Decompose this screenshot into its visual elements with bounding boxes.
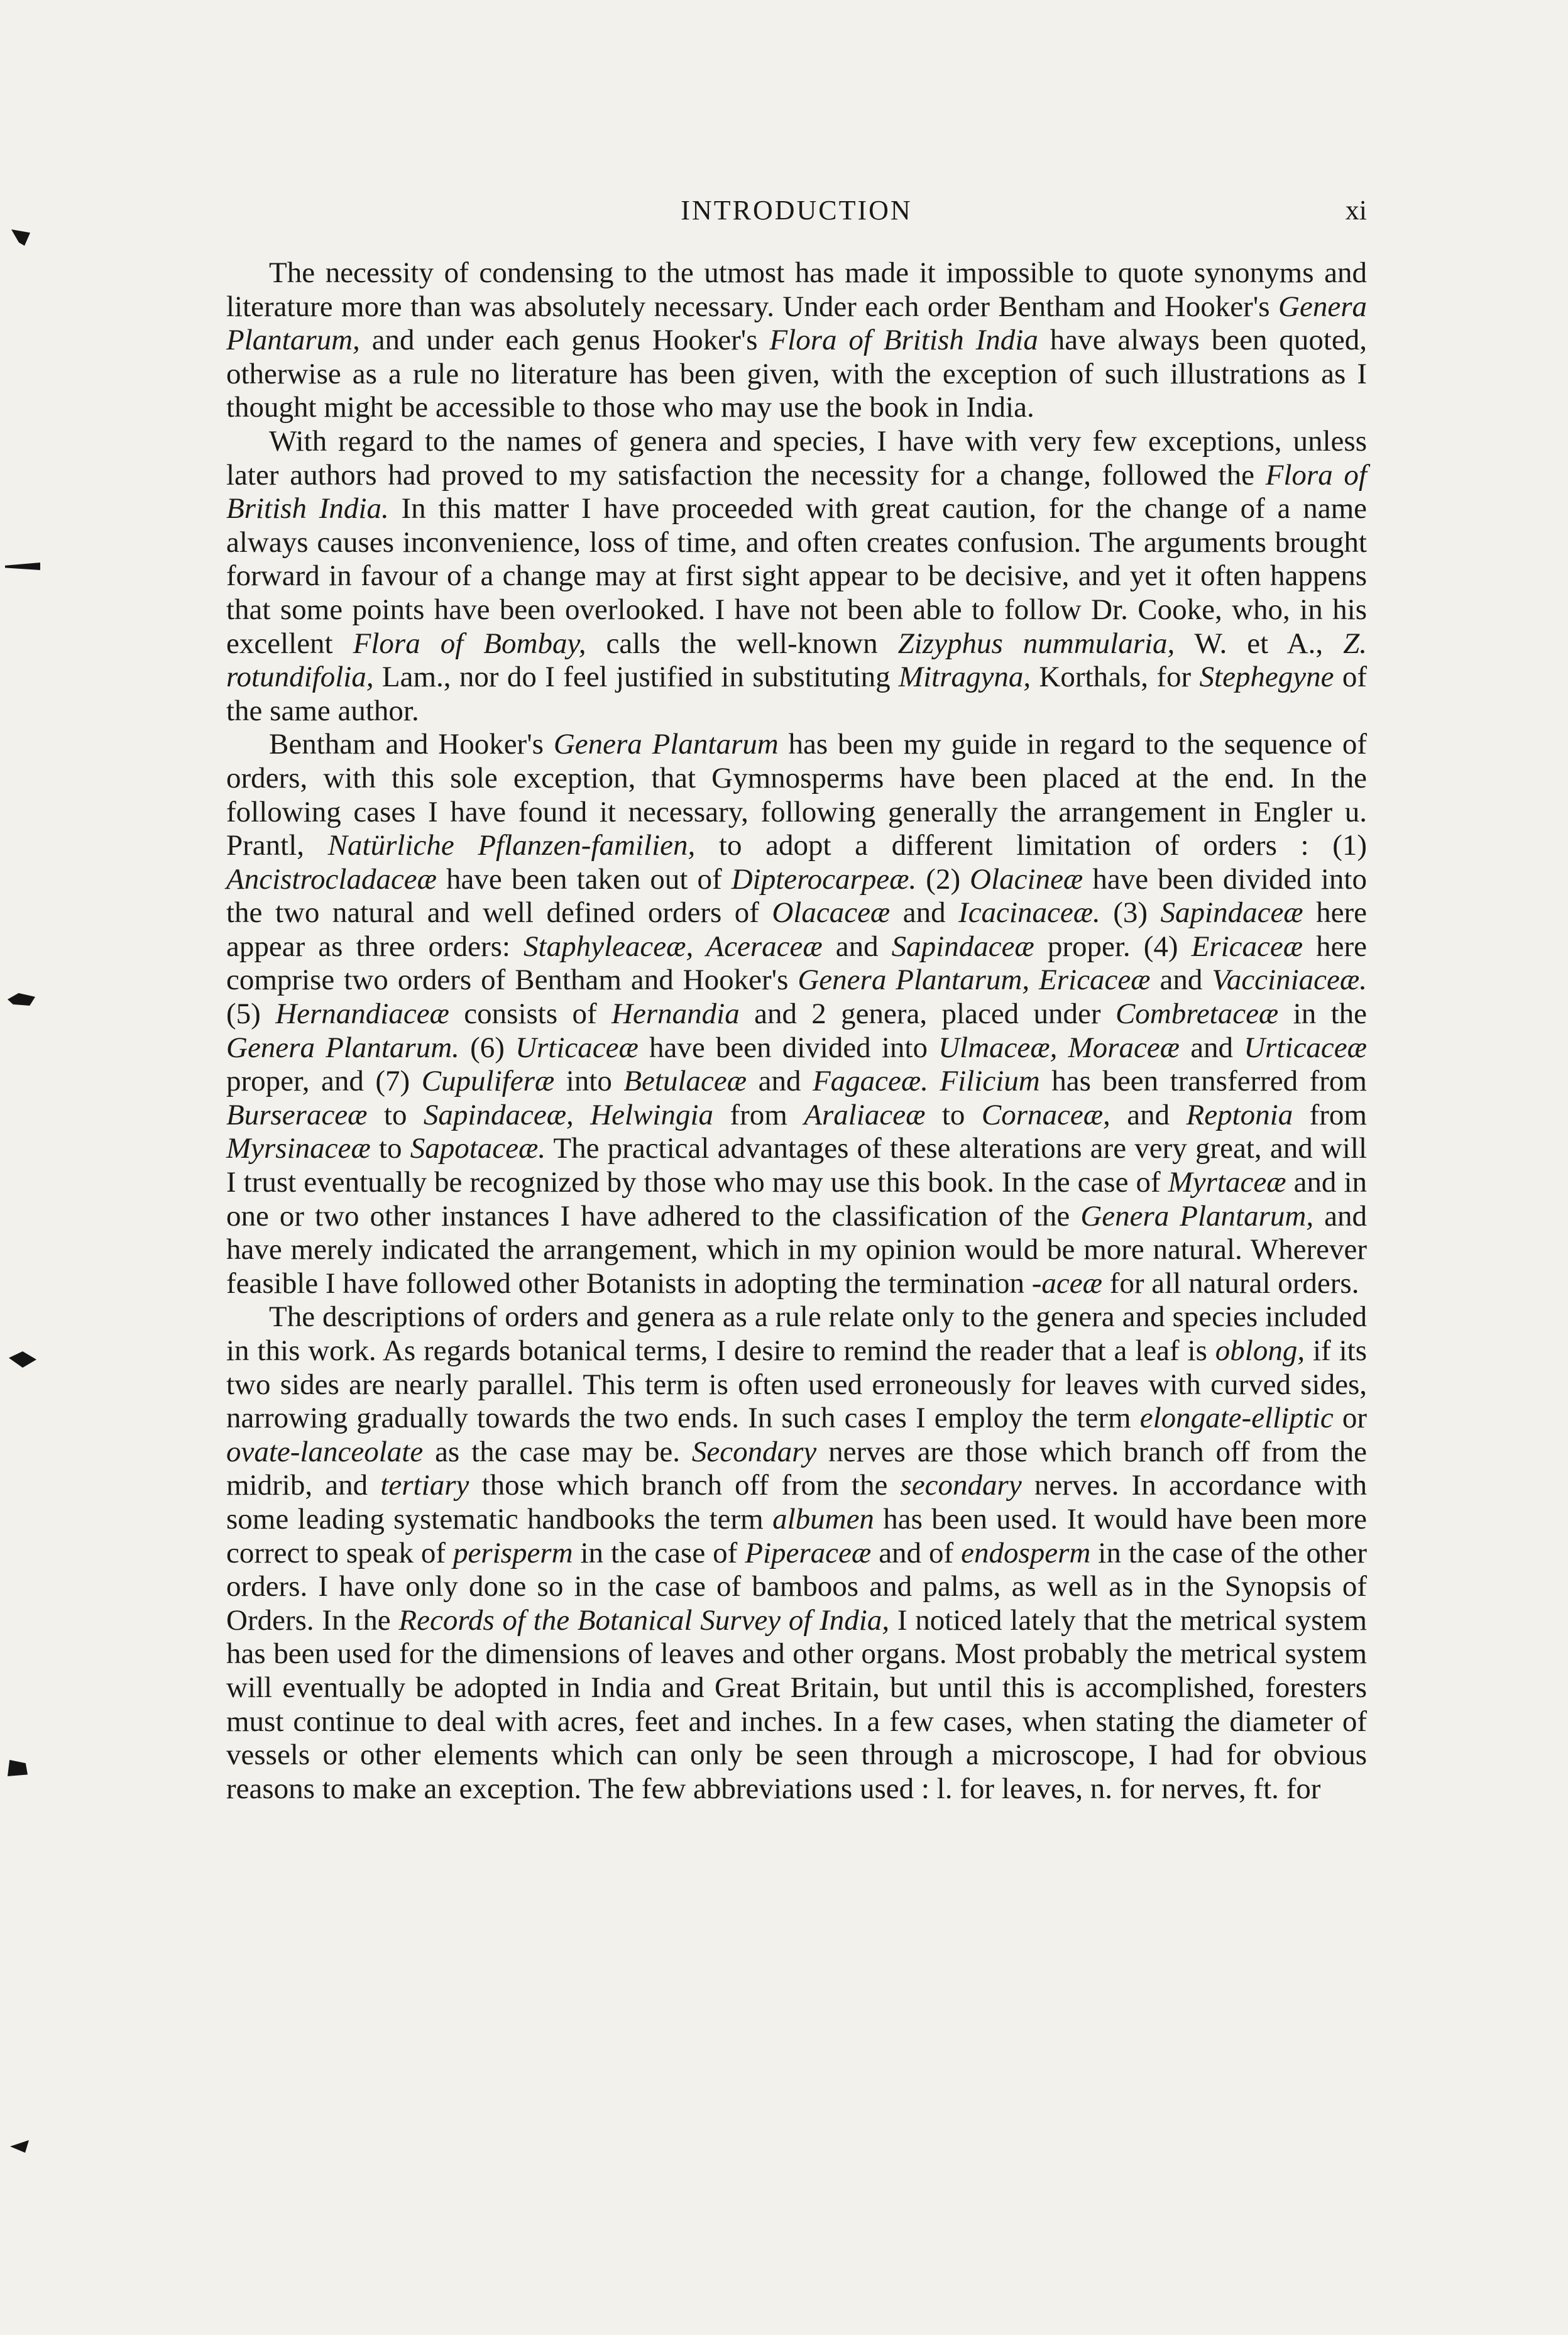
italic-text: Hernandiaceæ [275, 997, 449, 1031]
italic-text: Genera Plantarum, [1080, 1199, 1314, 1233]
italic-text: oblong, [1215, 1334, 1305, 1367]
italic-text: Secondary [691, 1435, 817, 1468]
italic-text: Ulmaceæ, Moraceæ [938, 1031, 1180, 1064]
italic-text: Genera Plantarum, Ericaceæ [798, 964, 1151, 997]
italic-text: Genera Plantarum. [226, 1031, 459, 1064]
italic-text: Reptonia [1186, 1098, 1293, 1131]
text-run: in the case of [573, 1536, 745, 1569]
paragraph [226, 425, 1367, 728]
paragraph [226, 256, 1367, 425]
text-run: for all natural orders. [1102, 1266, 1359, 1300]
text-run: to [370, 1132, 410, 1165]
italic-text: Ericaceæ [1191, 930, 1303, 963]
text-run: from [713, 1098, 804, 1131]
italic-text: Sapotaceæ. [410, 1132, 546, 1165]
text-run: calls the well-known [586, 627, 898, 660]
text-run: of the same author. [226, 661, 1368, 727]
body-text [226, 256, 1367, 1806]
text-run: from [1293, 1098, 1367, 1131]
margin-ink-mark [10, 2140, 29, 2153]
text-run: those which branch off from the [469, 1469, 901, 1502]
italic-text: elongate-elliptic [1139, 1402, 1334, 1435]
italic-text: Genera Plantarum [553, 728, 779, 761]
italic-text: -aceæ [1031, 1266, 1102, 1300]
italic-text: Zizyphus nummularia, [897, 627, 1175, 660]
italic-text: Olacaceæ [772, 896, 891, 930]
italic-text: Cupuliferæ [421, 1065, 555, 1098]
italic-text: Dipterocarpeæ. [731, 862, 917, 896]
text-run: (5) [226, 997, 276, 1031]
text-run: and [1110, 1098, 1187, 1131]
italic-text: Hernandia [611, 997, 740, 1031]
italic-text: Combretaceæ [1115, 997, 1279, 1031]
margin-ink-mark [9, 1351, 36, 1368]
text-run: and under each genus Hooker's [359, 324, 770, 357]
text-run: has been transferred from [1039, 1065, 1367, 1098]
italic-text: Flora of British India [769, 324, 1038, 357]
italic-text: Z. rotundifolia, [226, 627, 1367, 694]
italic-text: Records of the Botanical Survey of India, [398, 1603, 890, 1637]
italic-text: endosperm [961, 1536, 1091, 1569]
italic-text: Olacineæ [970, 862, 1083, 896]
text-run: (2) [916, 862, 970, 896]
text-run: nerves. In accordance with some leading systematic handbooks the term [226, 1469, 1367, 1536]
text-run: into [554, 1065, 624, 1098]
text-run: and [822, 930, 892, 963]
margin-ink-mark [5, 563, 40, 570]
italic-text: Ancistrocladaceæ [226, 862, 437, 896]
margin-ink-mark [8, 993, 35, 1006]
text-run: and [1150, 964, 1212, 997]
italic-text: Fagaceæ. Filicium [812, 1065, 1040, 1098]
paragraph [226, 728, 1367, 1300]
text-run: nerves are those which branch off from the midrib, and [226, 1435, 1367, 1502]
italic-text: Sapindaceæ [1160, 896, 1303, 930]
italic-text: Sapindaceæ, Helwingia [423, 1098, 714, 1131]
italic-text: Cornaceæ, [981, 1098, 1110, 1131]
text-run: I noticed lately that the metrical system has been used for the dimensions of leaves and other organs. Most probably the metrical system will eventually be adopted in India and Great Britain, but until this is accomplished, foresters must continue to deal with acres, feet and inches. In a few cases, when stating the diameter of vessels or other elements which can only be seen through a microscope, I had for obvious reasons to make an exception. The few abbreviations used : l. for leaves, n. for nerves, ft. for [226, 1603, 1367, 1805]
text-run: to adopt a different limitation of orders : (1) [695, 829, 1367, 862]
margin-ink-mark [8, 1760, 28, 1776]
text-run: In this matter I have proceeded with great caution, for the change of a name always causes inconvenience, loss of time, and often creates confusion. The arguments brought forward in favour of a change may at first sight appear to be decisive, and yet it often happens that some points have been overlooked. I have not been able to follow Dr. Cooke, who, in his excellent [226, 492, 1367, 660]
page-title: INTRODUCTION [681, 195, 913, 226]
text-run: (3) [1100, 896, 1161, 930]
text-run: Bentham and Hooker's [269, 728, 554, 761]
italic-text: Araliaceæ [804, 1098, 926, 1131]
text-run: has been used. It would have been more correct to speak of [226, 1502, 1367, 1569]
text-run: proper, and (7) [226, 1065, 422, 1098]
italic-text: albumen [772, 1502, 874, 1536]
italic-text: Burseraceæ [226, 1098, 368, 1131]
italic-text: Urticaceæ [1244, 1031, 1367, 1064]
text-run: The practical advantages of these alterations are very great, and will I trust eventually be recognized by those who may use this book. In the case of [226, 1132, 1367, 1199]
text-run: in the [1278, 997, 1368, 1031]
italic-text: Genera Plantarum, [226, 290, 1367, 357]
text-run: as the case may be. [423, 1435, 692, 1468]
text-run: to [925, 1098, 982, 1131]
text-run: if its two sides are nearly parallel. This term is often used erroneously for leaves with curved sides, narrowing gradually towards the two ends. In such cases I employ the term [226, 1334, 1368, 1435]
italic-text: Icacinaceæ. [958, 896, 1100, 930]
italic-text: secondary [900, 1469, 1022, 1502]
text-run: and have merely indicated the arrangement, which in my opinion would be more natural. Wherever feasible I have followed other Botanists in adopting the termination [226, 1199, 1367, 1300]
text-run: Korthals, for [1031, 661, 1200, 694]
text-run: Lam., nor do I feel justified in substituting [373, 661, 899, 694]
text-run: have been divided into the two natural and well defined orders of [226, 862, 1367, 930]
text-run: and [1180, 1031, 1244, 1064]
italic-text: Sapindaceæ [891, 930, 1034, 963]
italic-text: Stephegyne [1199, 661, 1334, 694]
text-run: The necessity of condensing to the utmost has made it impossible to quote synonyms and literature more than was absolutely necessary. Under each order Bentham and Hooker's [226, 256, 1367, 323]
text-run: have been taken out of [437, 862, 732, 896]
text-run: and 2 genera, placed under [739, 997, 1116, 1031]
italic-text: Myrsinaceæ [226, 1132, 371, 1165]
italic-text: ovate-lanceolate [226, 1435, 424, 1468]
text-run: in the case of the other orders. I have only done so in the case of bamboos and palms, as well as in the Synopsis of Orders. In the [226, 1536, 1367, 1637]
text-run: have been divided into [638, 1031, 939, 1064]
text-run: and of [871, 1536, 962, 1569]
text-run: to [367, 1098, 424, 1131]
text-run: consists of [449, 997, 612, 1031]
text-run: and in one or two other instances I have adhered to the classification of the [226, 1166, 1368, 1233]
text-run: With regard to the names of genera and species, I have with very few exceptions, unless later authors had proved to my satisfaction the necessity for a change, followed the [226, 424, 1367, 492]
text-run: (6) [459, 1031, 516, 1064]
italic-text: Flora of Bombay, [353, 627, 586, 660]
running-head [226, 189, 1367, 233]
italic-text: Flora of British India. [226, 458, 1367, 525]
page-number: xi [1345, 195, 1367, 226]
italic-text: perisperm [452, 1536, 573, 1569]
text-run: here appear as three orders: [226, 896, 1367, 963]
margin-ink-mark [11, 229, 30, 246]
text-run: here comprise two orders of Bentham and Hooker's [226, 930, 1367, 997]
italic-text: Vacciniaceæ. [1212, 964, 1367, 997]
italic-text: Natürliche Pflanzen-familien, [327, 829, 696, 862]
text-run: and [747, 1065, 813, 1098]
text-run: The descriptions of orders and genera as a rule relate only to the genera and species included in this work. As regards botanical terms, I desire to remind the reader that a leaf is [226, 1300, 1367, 1367]
text-run: proper. (4) [1034, 930, 1192, 963]
text-run: or [1333, 1402, 1368, 1435]
italic-text: Urticaceæ [515, 1031, 639, 1064]
italic-text: Piperaceæ [745, 1536, 872, 1569]
italic-text: Betulaceæ [623, 1065, 747, 1098]
text-run: have always been quoted, otherwise as a rule no literature has been given, with the exception of such illustrations as I thought might be accessible to those who may use the book in India. [226, 324, 1368, 424]
text-run: has been my guide in regard to the sequence of orders, with this sole exception, that Gymnosperms have been placed at the end. In the following cases I have found it necessary, following generally the arrangement in Engler u. Prantl, [226, 728, 1368, 862]
italic-text: Myrtaceæ [1168, 1166, 1286, 1199]
text-run: W. et A., [1175, 627, 1344, 660]
text-run: and [890, 896, 959, 930]
italic-text: tertiary [380, 1469, 469, 1502]
italic-text: Mitragyna, [898, 661, 1031, 694]
paragraph [226, 1300, 1367, 1806]
italic-text: Staphyleaceæ, Aceraceæ [524, 930, 823, 963]
